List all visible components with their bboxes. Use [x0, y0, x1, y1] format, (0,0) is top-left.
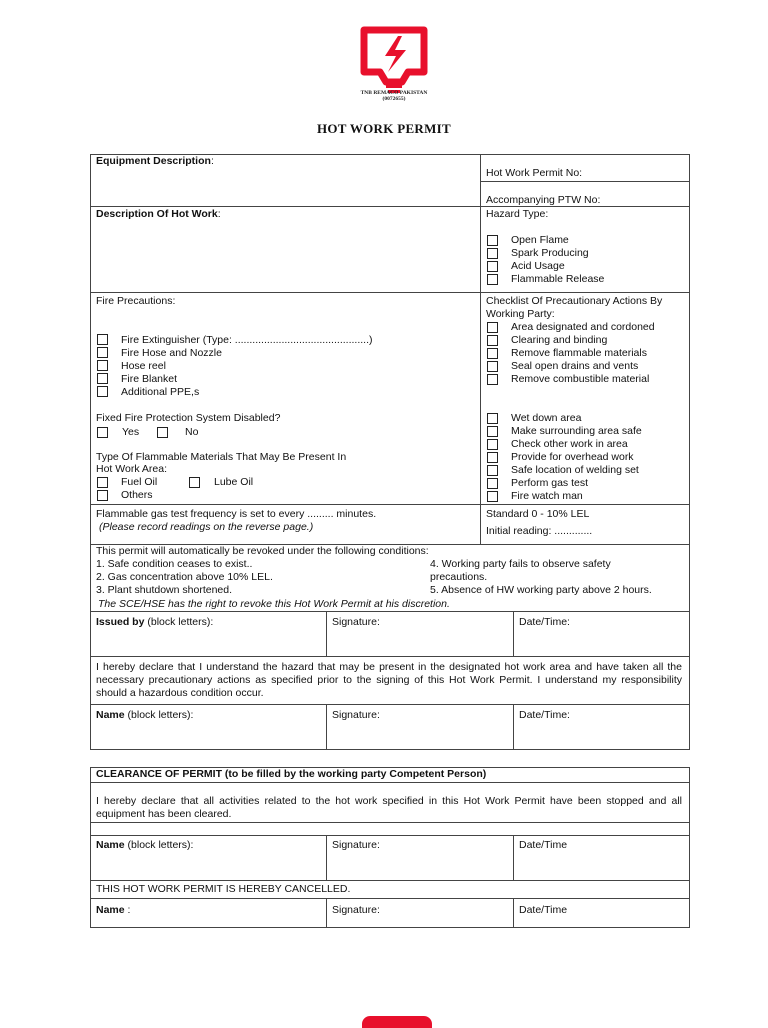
standard-lel: Standard 0 - 10% LEL	[486, 508, 590, 520]
fuel-oil-label: Fuel Oil	[121, 476, 158, 488]
checklist-item: Perform gas test	[511, 477, 589, 489]
declaration-signature-label: Signature:	[332, 709, 380, 721]
ptw-no-label: Accompanying PTW No:	[486, 194, 601, 206]
revoke-condition: 4. Working party fails to observe safety	[430, 558, 611, 570]
checklist-checkbox[interactable]	[487, 413, 498, 424]
checklist-checkbox[interactable]	[487, 348, 498, 359]
checklist-checkbox[interactable]	[487, 439, 498, 450]
fuel-oil-checkbox[interactable]	[97, 477, 108, 488]
checklist-checkbox[interactable]	[487, 322, 498, 333]
hazard-checkbox[interactable]	[487, 235, 498, 246]
checklist-item: Remove flammable materials	[511, 347, 647, 359]
gas-frequency: Flammable gas test frequency is set to every ......... minutes.	[96, 508, 377, 520]
checklist-item: Remove combustible material	[511, 373, 650, 385]
clearance-heading: CLEARANCE OF PERMIT (to be filled by the working party Competent Person)	[96, 768, 487, 780]
clearance-name-label: Name (block letters):	[96, 839, 194, 851]
revoke-condition: 3. Plant shutdown shortened.	[96, 584, 233, 596]
checklist-item: Fire watch man	[511, 490, 583, 502]
checklist-checkbox[interactable]	[487, 452, 498, 463]
checklist-label-cont: Working Party:	[486, 308, 555, 320]
no-label: No	[185, 426, 199, 438]
hazard-checkbox[interactable]	[487, 274, 498, 285]
fire-precautions-label: Fire Precautions:	[96, 295, 176, 307]
checklist-item: Wet down area	[511, 412, 582, 424]
checklist-checkbox[interactable]	[487, 426, 498, 437]
issued-by-label: Issued by (block letters):	[96, 616, 214, 628]
hazard-option: Flammable Release	[511, 273, 605, 285]
equipment-label: Equipment Description:	[96, 155, 214, 167]
clearance-signature-label: Signature:	[332, 839, 380, 851]
checklist-label: Checklist Of Precautionary Actions By	[486, 295, 663, 307]
checklist-item: Safe location of welding set	[511, 464, 639, 476]
fire-option: Fire Extinguisher (Type: ..............................................)	[121, 334, 373, 346]
fire-option: Fire Blanket	[121, 373, 178, 385]
fixed-fire-question: Fixed Fire Protection System Disabled?	[96, 412, 281, 424]
hazard-option: Open Flame	[511, 234, 569, 246]
yes-label: Yes	[122, 426, 140, 438]
revoke-condition: precautions.	[430, 571, 488, 583]
yes-checkbox[interactable]	[97, 427, 108, 438]
declaration-datetime-label: Date/Time:	[519, 709, 570, 721]
flammable-question-cont: Hot Work Area:	[96, 463, 167, 475]
others-label: Others	[121, 489, 153, 501]
checklist-item: Make surrounding area safe	[511, 425, 642, 437]
declaration-text: I hereby declare that I understand the hazard that may be present in the designated hot work area and have taken all the necessary precautionary actions as specified prior to the signing of this Hot Work Permit. I understand my responsibility should a hazardous condition occur.	[96, 661, 682, 699]
lube-oil-label: Lube Oil	[214, 476, 254, 488]
cancel-datetime-label: Date/Time	[519, 904, 568, 916]
hazard-type-label: Hazard Type:	[486, 208, 549, 220]
page-title: HOT WORK PERMIT	[316, 121, 452, 136]
permit-no-label: Hot Work Permit No:	[486, 167, 583, 179]
fire-option: Fire Hose and Nozzle	[121, 347, 222, 359]
checklist-checkbox[interactable]	[487, 491, 498, 502]
initial-reading: Initial reading: .............	[486, 525, 593, 537]
hazard-option: Spark Producing	[511, 247, 589, 259]
checklist-checkbox[interactable]	[487, 335, 498, 346]
checklist-checkbox[interactable]	[487, 478, 498, 489]
checklist-item: Check other work in area	[511, 438, 628, 450]
fire-option: Hose reel	[121, 360, 166, 372]
cancel-signature-label: Signature:	[332, 904, 380, 916]
lube-oil-checkbox[interactable]	[189, 477, 200, 488]
checklist-item: Area designated and cordoned	[511, 321, 655, 333]
checklist-checkbox[interactable]	[487, 374, 498, 385]
clearance-datetime-label: Date/Time	[519, 839, 568, 851]
others-checkbox[interactable]	[97, 490, 108, 501]
flammable-question: Type Of Flammable Materials That May Be Present In	[96, 451, 347, 463]
checklist-item: Provide for overhead work	[511, 451, 634, 463]
sce-note: The SCE/HSE has the right to revoke this Hot Work Permit at his discretion.	[98, 598, 450, 610]
fire-checkbox[interactable]	[97, 347, 108, 358]
checklist-item: Clearing and binding	[511, 334, 608, 346]
name-label: Name (block letters):	[96, 709, 194, 721]
cancel-name-label: Name :	[96, 904, 131, 916]
issue-signature-label: Signature:	[332, 616, 380, 628]
revoke-intro: This permit will automatically be revoked under the following conditions:	[96, 545, 429, 557]
checklist-checkbox[interactable]	[487, 361, 498, 372]
logo-caption: TNB REMACO PAKISTAN (0072655)	[360, 90, 428, 102]
hot-work-label: Description Of Hot Work:	[96, 208, 221, 220]
checklist-checkbox[interactable]	[487, 465, 498, 476]
fire-checkbox[interactable]	[97, 386, 108, 397]
no-checkbox[interactable]	[157, 427, 168, 438]
clearance-text: I hereby declare that all activities related to the hot work specified in this Hot Work Permit have been stopped and all equipment has been cleared.	[96, 795, 682, 820]
issue-datetime-label: Date/Time:	[519, 616, 570, 628]
fire-checkbox[interactable]	[97, 373, 108, 384]
cancelled-statement: THIS HOT WORK PERMIT IS HEREBY CANCELLED.	[96, 883, 351, 895]
fire-checkbox[interactable]	[97, 334, 108, 345]
hazard-checkbox[interactable]	[487, 248, 498, 259]
hazard-checkbox[interactable]	[487, 261, 498, 272]
revoke-condition: 1. Safe condition ceases to exist..	[96, 558, 253, 570]
hazard-option: Acid Usage	[511, 260, 565, 272]
fire-checkbox[interactable]	[97, 360, 108, 371]
fire-option: Additional PPE,s	[121, 386, 200, 398]
revoke-condition: 2. Gas concentration above 10% LEL.	[96, 571, 273, 583]
revoke-condition: 5. Absence of HW working party above 2 hours.	[430, 584, 652, 596]
gas-note: (Please record readings on the reverse page.)	[99, 521, 314, 533]
checklist-item: Seal open drains and vents	[511, 360, 639, 372]
next-page-logo-fragment	[362, 1016, 432, 1028]
